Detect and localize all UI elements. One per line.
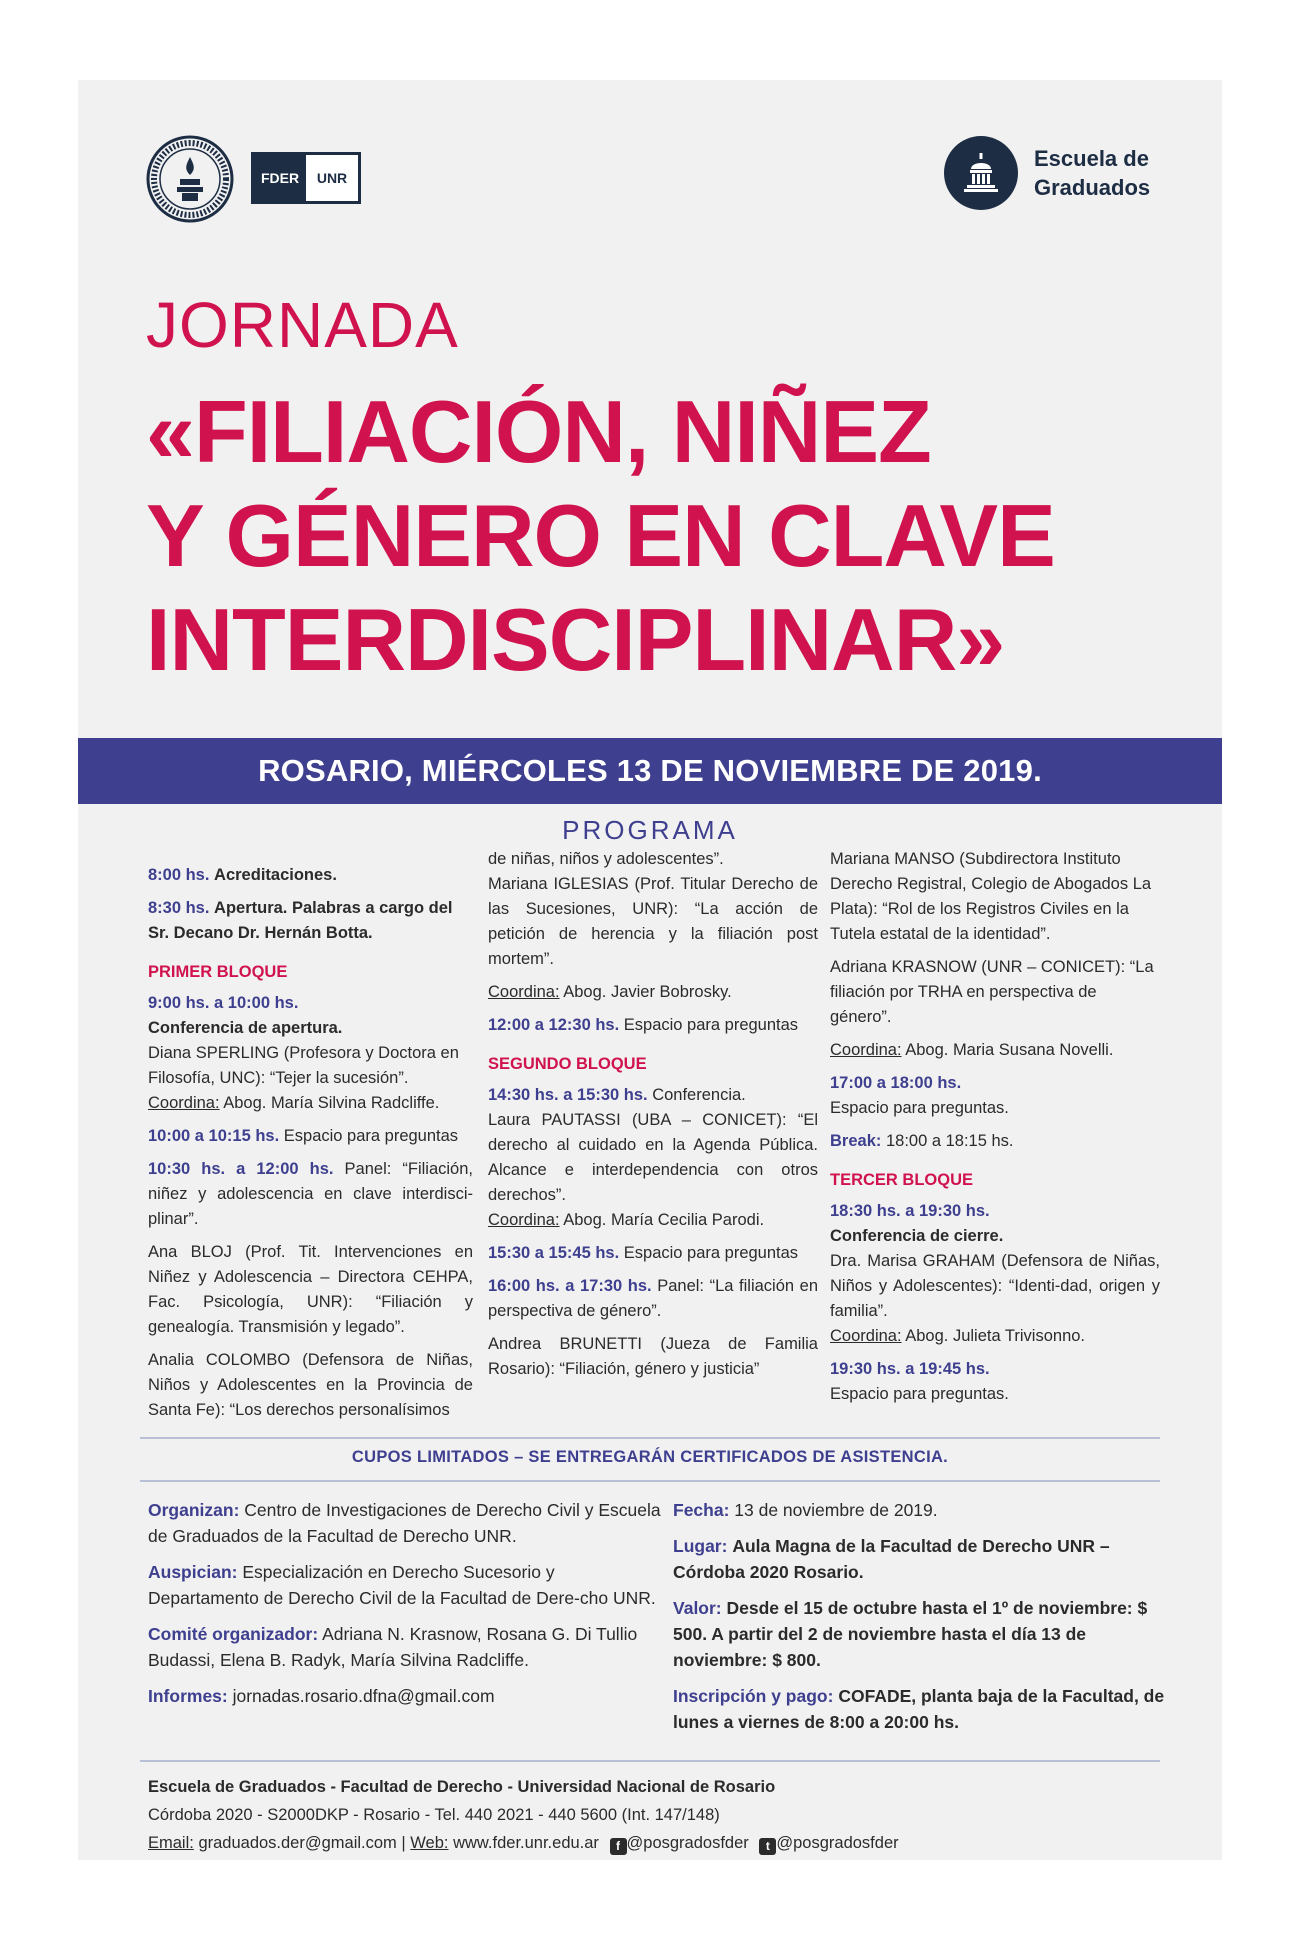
coordina-label: Coordina:	[830, 1041, 902, 1059]
item-time: 18:30 hs. a 19:30 hs.	[830, 1202, 990, 1220]
item-title: Conferencia de apertura.	[148, 1019, 343, 1037]
speaker-item: Dra. Marisa GRAHAM (Defensora de Niñas, Niños y Adolescentes): “Identi-dad, origen y familia”.	[830, 1252, 1160, 1320]
programa-heading: PROGRAMA	[562, 815, 738, 845]
valor-text: Desde el 15 de octubre hasta el 1º de noviembre: $ 500. A partir del 2 de noviembre hasta el día 13 de noviembre: $ 800.	[673, 1598, 1148, 1670]
footer-institution: Escuela de Graduados - Facultad de Derecho - Universidad Nacional de Rosario	[148, 1778, 776, 1796]
break-line	[830, 1129, 1160, 1154]
email-label: Email:	[148, 1834, 194, 1852]
coordina-name: Abog. Julieta Trivisonno.	[905, 1327, 1086, 1345]
item-time: 14:30 hs. a 15:30 hs.	[488, 1086, 648, 1104]
speaker-item: Laura PAUTASSI (UBA – CONICET): “El derecho al cuidado en la Agenda Pública. Alcance e interdependencia con otros derechos”.	[488, 1111, 818, 1204]
divider-top	[140, 1437, 1160, 1439]
coordina-line	[488, 1208, 818, 1233]
program-column-1	[148, 863, 473, 1431]
building-dome-icon	[961, 151, 1001, 195]
speaker-item: Mariana MANSO (Subdirectora Instituto Derecho Registral, Colegio de Abogados La Plata): “Rol de los Registros Civiles en la Tutela estatal de la identidad”.	[830, 850, 1152, 943]
item-time: 8:30 hs.	[148, 899, 210, 917]
fder-logo-right: UNR	[306, 155, 358, 201]
divider-bottom	[140, 1760, 1160, 1762]
speaker-item: Andrea BRUNETTI (Jueza de Familia Rosario): “Filiación, género y justicia”	[488, 1335, 818, 1378]
escuela-text	[1034, 144, 1150, 202]
info-right	[673, 1497, 1173, 1745]
break-text: 18:00 a 18:15 hs.	[885, 1132, 1014, 1150]
item-text: Diana SPERLING (Profesora y Doctora en Filosofía, UNC): “Tejer la sucesión”.	[148, 1044, 459, 1087]
item-time: 15:30 a 15:45 hs.	[488, 1244, 620, 1262]
program-item	[488, 1274, 818, 1324]
fecha-line	[673, 1497, 1173, 1523]
separator: |	[401, 1834, 406, 1852]
item-title: Conferencia de cierre.	[830, 1227, 1004, 1245]
item-text: Conferencia.	[652, 1086, 746, 1104]
block-heading: TERCER BLOQUE	[830, 1171, 974, 1189]
coordina-line	[148, 1091, 473, 1116]
email-link[interactable]: graduados.der@gmail.com	[198, 1834, 397, 1852]
coordina-name: Abog. María Cecilia Parodi.	[563, 1211, 765, 1229]
program-item	[148, 991, 473, 1016]
poster	[78, 80, 1222, 1860]
divider-middle	[140, 1480, 1160, 1482]
fecha-text: 13 de noviembre de 2019.	[734, 1500, 938, 1520]
comite-text: Adriana N. Krasnow, Rosana G. Di Tullio Budassi, Elena B. Radyk, María Silvina Radcliffe.	[148, 1624, 638, 1670]
program-item	[830, 1071, 1160, 1096]
cupos-notice: CUPOS LIMITADOS – SE ENTREGARÁN CERTIFICADOS DE ASISTENCIA.	[351, 1448, 949, 1466]
title-line-3: INTERDISCIPLINAR»	[146, 590, 1005, 689]
comite-label: Comité organizador:	[148, 1624, 319, 1644]
fder-unr-logo	[251, 152, 361, 204]
item-time: 10:00 a 10:15 hs.	[148, 1127, 280, 1145]
auspician-label: Auspician:	[148, 1562, 238, 1582]
item-time: 12:00 a 12:30 hs.	[488, 1016, 620, 1034]
coordina-label: Coordina:	[488, 1211, 560, 1229]
item-text: Espacio para preguntas	[623, 1016, 799, 1034]
escuela-line1: Escuela de	[1034, 146, 1149, 171]
speaker-item: Ana BLOJ (Prof. Tit. Intervenciones en Niñez y Adolescencia – Directora CEHPA, Fac. Psicología, UNR): “Filiación y genealogía. Transmisión y legado”.	[148, 1243, 473, 1336]
footer-address: Córdoba 2020 - S2000DKP - Rosario - Tel. 440 2021 - 440 5600 (Int. 147/148)	[148, 1806, 720, 1824]
coordina-label: Coordina:	[148, 1094, 220, 1112]
program-column-2	[488, 847, 818, 1390]
program-item	[148, 896, 473, 946]
lugar-line	[673, 1533, 1173, 1585]
comite-line	[148, 1621, 668, 1673]
lugar-label: Lugar:	[673, 1536, 728, 1556]
footer	[148, 1773, 899, 1857]
twitter-icon[interactable]: t	[759, 1838, 776, 1855]
informes-label: Informes:	[148, 1686, 228, 1706]
item-text: Acreditaciones.	[214, 866, 337, 884]
item-text: Espacio para preguntas.	[830, 1099, 1009, 1117]
title-line-2: Y GÉNERO EN CLAVE	[146, 486, 1055, 585]
block-heading: SEGUNDO BLOQUE	[488, 1055, 647, 1073]
kicker-title: JORNADA	[146, 289, 459, 361]
speaker-item: Analia COLOMBO (Defensora de Niñas, Niños y Adolescentes en la Provincia de Santa Fe): “Los derechos personalísimos	[148, 1351, 473, 1419]
info-left	[148, 1497, 668, 1719]
escuela-line2: Graduados	[1034, 175, 1151, 200]
organizan-text: Centro de Investigaciones de Derecho Civil y Escuela de Graduados de la Facultad de Derecho UNR.	[148, 1500, 661, 1546]
program-item	[830, 1199, 1160, 1224]
program-item	[148, 1124, 473, 1149]
footer-contacts	[148, 1829, 899, 1857]
inscripcion-line	[673, 1683, 1173, 1735]
fder-logo-left: FDER	[254, 155, 306, 201]
item-time: 10:30 hs. a 12:00 hs.	[148, 1160, 334, 1178]
coordina-name: Abog. Maria Susana Novelli.	[905, 1041, 1114, 1059]
facebook-handle[interactable]: @posgradosfder	[626, 1834, 749, 1852]
program-item	[148, 863, 473, 888]
informes-email[interactable]: jornadas.rosario.dfna@gmail.com	[232, 1686, 495, 1706]
main-title	[146, 380, 1206, 692]
coordina-label: Coordina:	[488, 983, 560, 1001]
inscripcion-text: COFADE, planta baja de la Facultad, de lunes a viernes de 8:00 a 20:00 hs.	[673, 1686, 1165, 1732]
organizan-label: Organizan:	[148, 1500, 240, 1520]
item-time: 19:30 hs. a 19:45 hs.	[830, 1360, 990, 1378]
program-column-3	[830, 847, 1160, 1415]
title-line-1: «FILIACIÓN, NIÑEZ	[146, 382, 931, 481]
item-text: Espacio para preguntas	[623, 1244, 799, 1262]
program-item	[488, 1241, 818, 1266]
coordina-line	[830, 1038, 1160, 1063]
coordina-name: Abog. María Silvina Radcliffe.	[223, 1094, 440, 1112]
speaker-item: Adriana KRASNOW (UNR – CONICET): “La filiación por TRHA en perspectiva de género”.	[830, 958, 1154, 1026]
item-text: Espacio para preguntas.	[830, 1385, 1009, 1403]
facebook-icon[interactable]: f	[610, 1838, 627, 1855]
inscripcion-label: Inscripción y pago:	[673, 1686, 834, 1706]
item-time: 17:00 a 18:00 hs.	[830, 1074, 962, 1092]
auspician-line	[148, 1559, 668, 1611]
item-time: 16:00 hs. a 17:30 hs.	[488, 1277, 652, 1295]
item-text: Panel: “Filiación, niñez y adolescencia en clave interdisci-plinar”.	[148, 1160, 473, 1228]
coordina-name: Abog. Javier Bobrosky.	[563, 983, 732, 1001]
program-item	[148, 1157, 473, 1232]
program-item	[488, 1083, 818, 1108]
program-item	[488, 1013, 818, 1038]
escuela-circle	[944, 136, 1018, 210]
date-band: ROSARIO, MIÉRCOLES 13 DE NOVIEMBRE DE 2019.	[78, 738, 1222, 804]
fecha-label: Fecha:	[673, 1500, 730, 1520]
informes-line	[148, 1683, 668, 1709]
coordina-line	[488, 980, 818, 1005]
item-time: 8:00 hs.	[148, 866, 210, 884]
coordina-line	[830, 1324, 1160, 1349]
program-item	[830, 1357, 1160, 1382]
coordina-label: Coordina:	[830, 1327, 902, 1345]
item-text: Espacio para preguntas	[283, 1127, 459, 1145]
twitter-handle[interactable]: @posgradosfder	[776, 1834, 899, 1852]
item-text: Apertura. Palabras a cargo del Sr. Decano Dr. Hernán Botta.	[148, 899, 453, 942]
speaker-item-cont: de niñas, niños y adolescentes”.	[488, 850, 724, 868]
lugar-text: Aula Magna de la Facultad de Derecho UNR – Córdoba 2020 Rosario.	[673, 1536, 1110, 1582]
web-label: Web:	[410, 1834, 449, 1852]
escuela-logo	[944, 136, 1150, 210]
item-time: 9:00 hs. a 10:00 hs.	[148, 994, 299, 1012]
web-link[interactable]: www.fder.unr.edu.ar	[453, 1834, 599, 1852]
valor-label: Valor:	[673, 1598, 722, 1618]
auspician-text: Especialización en Derecho Sucesorio y Departamento de Derecho Civil de la Facultad de Dere-cho UNR.	[148, 1562, 656, 1608]
university-seal-icon	[146, 135, 234, 223]
organizan-line	[148, 1497, 668, 1549]
item-text: Panel: “La filiación en perspectiva de género”.	[488, 1277, 818, 1320]
break-label: Break:	[830, 1132, 882, 1150]
block-heading: PRIMER BLOQUE	[148, 963, 288, 981]
valor-line	[673, 1595, 1173, 1673]
speaker-item: Mariana IGLESIAS (Prof. Titular Derecho de las Sucesiones, UNR): “La acción de petición de herencia y la filiación post mortem”.	[488, 875, 818, 968]
